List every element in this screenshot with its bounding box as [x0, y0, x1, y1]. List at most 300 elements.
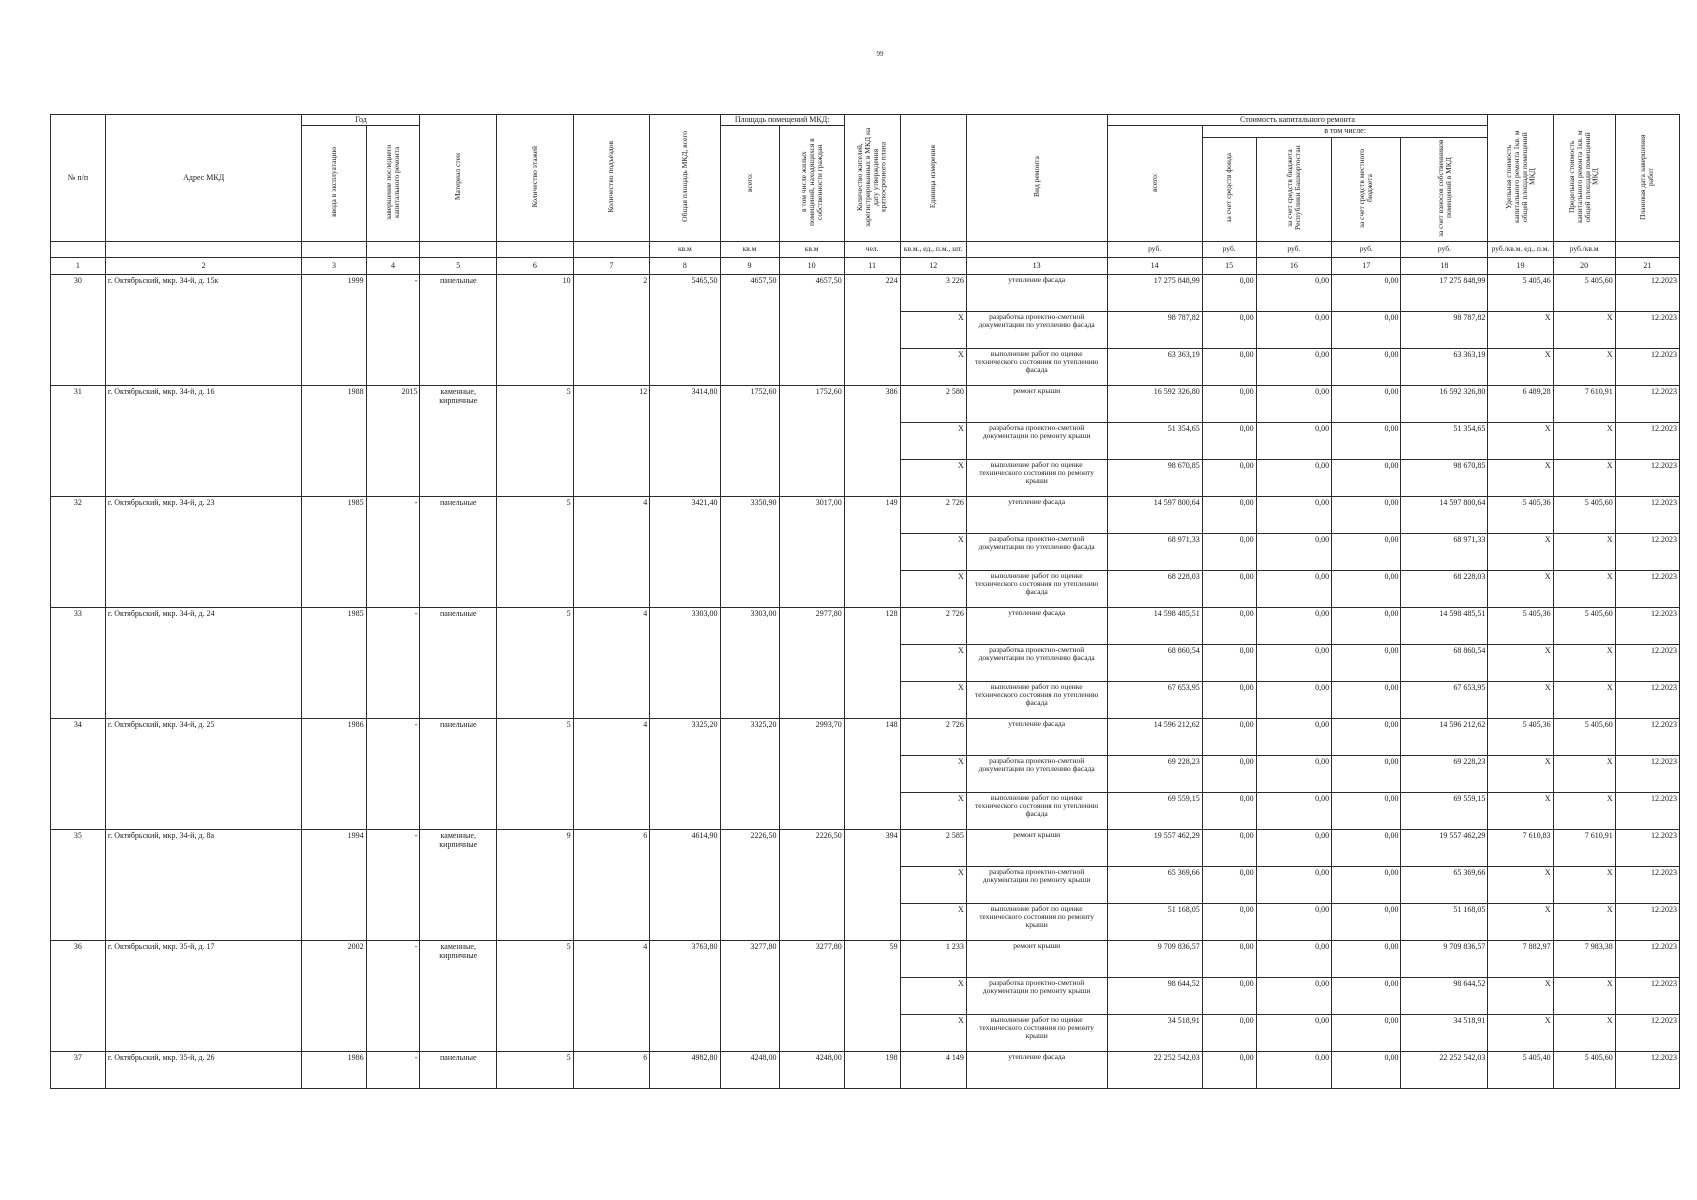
- cost-owners: 67 653,95: [1401, 681, 1488, 718]
- planned-date: 12.2023: [1615, 570, 1679, 607]
- cost-fund: 0,00: [1202, 718, 1256, 755]
- max-cost: X: [1553, 644, 1615, 681]
- unit-cost: X: [1488, 977, 1553, 1014]
- unit-cost: 5 405,36: [1488, 718, 1553, 755]
- total-area: 4614,90: [650, 829, 720, 940]
- work-quantity: 4 149: [900, 1051, 966, 1088]
- header-cost-owners: за счет взносов собственников помещений в МКД: [1401, 137, 1488, 241]
- planned-date: 12.2023: [1615, 792, 1679, 829]
- cost-local: 0,00: [1332, 977, 1401, 1014]
- entrances: 4: [573, 718, 650, 829]
- total-area: 5465,50: [650, 274, 720, 385]
- work-quantity: 3 226: [900, 274, 966, 311]
- table-row: [51, 607, 1680, 644]
- cost-total: 16 592 326,80: [1107, 385, 1202, 422]
- cost-local: 0,00: [1332, 755, 1401, 792]
- unit-cost: X: [1488, 792, 1553, 829]
- work-quantity: 2 726: [900, 607, 966, 644]
- building-address: г. Октябрьский, мкр. 34-й, д. 15к: [105, 274, 302, 385]
- unit-cost: X: [1488, 311, 1553, 348]
- table-row: [51, 496, 1680, 533]
- unit-cost: X: [1488, 644, 1553, 681]
- area-all: 4657,50: [720, 274, 779, 385]
- work-quantity: X: [900, 311, 966, 348]
- cost-local: 0,00: [1332, 274, 1401, 311]
- floors: 5: [497, 1051, 574, 1088]
- cost-local: 0,00: [1332, 533, 1401, 570]
- cost-republic: 0,00: [1256, 570, 1332, 607]
- column-number: 19: [1488, 257, 1553, 274]
- repair-type: разработка проектно-сметной документации по утеплению фасада: [966, 755, 1107, 792]
- max-cost: X: [1553, 866, 1615, 903]
- unit-rub-total: руб.: [1107, 241, 1202, 257]
- column-number: 16: [1256, 257, 1332, 274]
- header-area-group: Площадь помещений МКД:: [720, 115, 844, 126]
- cost-total: 98 670,85: [1107, 459, 1202, 496]
- cost-owners: 68 228,03: [1401, 570, 1488, 607]
- cost-local: 0,00: [1332, 385, 1401, 422]
- unit-cost: X: [1488, 866, 1553, 903]
- work-quantity: X: [900, 681, 966, 718]
- repair-type: разработка проектно-сметной документации по ремонту крыши: [966, 422, 1107, 459]
- column-number: 11: [844, 257, 900, 274]
- cost-republic: 0,00: [1256, 977, 1332, 1014]
- cost-fund: 0,00: [1202, 644, 1256, 681]
- cost-fund: 0,00: [1202, 533, 1256, 570]
- cost-republic: 0,00: [1256, 866, 1332, 903]
- column-number: 5: [420, 257, 497, 274]
- repair-type: ремонт крыши: [966, 940, 1107, 977]
- year-commission: 1985: [302, 496, 366, 607]
- entrances: 2: [573, 274, 650, 385]
- building-address: г. Октябрьский, мкр. 34-й, д. 25: [105, 718, 302, 829]
- planned-date: 12.2023: [1615, 496, 1679, 533]
- table-row: [51, 1051, 1680, 1088]
- cost-owners: 68 860,54: [1401, 644, 1488, 681]
- cost-local: 0,00: [1332, 681, 1401, 718]
- planned-date: 12.2023: [1615, 866, 1679, 903]
- max-cost: 7 983,38: [1553, 940, 1615, 977]
- entrances: 6: [573, 1051, 650, 1088]
- cost-local: 0,00: [1332, 422, 1401, 459]
- area-residential: 3277,80: [779, 940, 844, 1051]
- building-num: 33: [51, 607, 106, 718]
- column-number: 8: [650, 257, 720, 274]
- unit-cell: [1615, 241, 1679, 257]
- header-max-cost: Предельная стоимость капитального ремонта 1кв. м общей площади помещений МКД: [1553, 115, 1615, 242]
- area-all: 4248,00: [720, 1051, 779, 1088]
- cost-owners: 19 557 462,29: [1401, 829, 1488, 866]
- planned-date: 12.2023: [1615, 1014, 1679, 1051]
- unit-rub-local: руб.: [1332, 241, 1401, 257]
- work-quantity: 2 585: [900, 829, 966, 866]
- cost-total: 98 787,82: [1107, 311, 1202, 348]
- work-quantity: X: [900, 792, 966, 829]
- cost-republic: 0,00: [1256, 459, 1332, 496]
- cost-republic: 0,00: [1256, 1014, 1332, 1051]
- planned-date: 12.2023: [1615, 1051, 1679, 1088]
- column-number: 10: [779, 257, 844, 274]
- table-row: [51, 385, 1680, 422]
- max-cost: X: [1553, 681, 1615, 718]
- repair-type: выполнение работ по оценке технического состояния по утеплению фасада: [966, 570, 1107, 607]
- cost-local: 0,00: [1332, 792, 1401, 829]
- unit-cost: 7 610,83: [1488, 829, 1553, 866]
- repair-type: выполнение работ по оценке технического состояния по ремонту крыши: [966, 1014, 1107, 1051]
- work-quantity: X: [900, 1014, 966, 1051]
- work-quantity: X: [900, 348, 966, 385]
- building-address: г. Октябрьский, мкр. 34-й, д. 23: [105, 496, 302, 607]
- planned-date: 12.2023: [1615, 977, 1679, 1014]
- area-all: 3325,20: [720, 718, 779, 829]
- wall-material: панельные: [420, 496, 497, 607]
- cost-fund: 0,00: [1202, 940, 1256, 977]
- header-cost-local: за счет средств местного бюджета: [1332, 137, 1401, 241]
- work-quantity: 2 726: [900, 496, 966, 533]
- work-quantity: 1 233: [900, 940, 966, 977]
- residents: 148: [844, 718, 900, 829]
- cost-local: 0,00: [1332, 940, 1401, 977]
- repair-type: выполнение работ по оценке технического состояния по утеплению фасада: [966, 681, 1107, 718]
- area-residential: 4248,00: [779, 1051, 844, 1088]
- repair-type: разработка проектно-сметной документации по утеплению фасада: [966, 533, 1107, 570]
- header-year-group: Год: [302, 115, 420, 126]
- planned-date: 12.2023: [1615, 459, 1679, 496]
- residents: 59: [844, 940, 900, 1051]
- header-year-commission: ввода в эксплуатацию: [302, 126, 366, 241]
- building-address: г. Октябрьский, мкр. 34-й, д. 16: [105, 385, 302, 496]
- repair-type: разработка проектно-сметной документации по ремонту крыши: [966, 977, 1107, 1014]
- repair-type: разработка проектно-сметной документации по утеплению фасада: [966, 644, 1107, 681]
- building-num: 36: [51, 940, 106, 1051]
- repair-type: выполнение работ по оценке технического состояния по ремонту крыши: [966, 459, 1107, 496]
- unit-cell: [51, 241, 106, 257]
- cost-local: 0,00: [1332, 1014, 1401, 1051]
- cost-owners: 51 168,05: [1401, 903, 1488, 940]
- unit-cost: 5 405,40: [1488, 1051, 1553, 1088]
- building-num: 35: [51, 829, 106, 940]
- unit-cost: X: [1488, 570, 1553, 607]
- planned-date: 12.2023: [1615, 348, 1679, 385]
- cost-owners: 98 670,85: [1401, 459, 1488, 496]
- work-quantity: X: [900, 866, 966, 903]
- cost-owners: 16 592 326,80: [1401, 385, 1488, 422]
- table-row: [51, 829, 1680, 866]
- year-last-repair: -: [366, 829, 420, 940]
- cost-local: 0,00: [1332, 570, 1401, 607]
- repair-type: выполнение работ по оценке технического состояния по утеплению фасада: [966, 792, 1107, 829]
- wall-material: каменные, кирпичные: [420, 829, 497, 940]
- area-all: 3350,90: [720, 496, 779, 607]
- cost-total: 69 228,23: [1107, 755, 1202, 792]
- header-num: № п/п: [51, 115, 106, 242]
- cost-local: 0,00: [1332, 311, 1401, 348]
- cost-owners: 69 559,15: [1401, 792, 1488, 829]
- header-cost-incl: в том числе:: [1202, 126, 1488, 137]
- planned-date: 12.2023: [1615, 755, 1679, 792]
- column-number: 6: [497, 257, 574, 274]
- column-number: 13: [966, 257, 1107, 274]
- header-wall-material: Материал стен: [420, 115, 497, 242]
- cost-fund: 0,00: [1202, 977, 1256, 1014]
- cost-owners: 63 363,19: [1401, 348, 1488, 385]
- area-all: 3277,80: [720, 940, 779, 1051]
- planned-date: 12.2023: [1615, 940, 1679, 977]
- max-cost: 5 405,60: [1553, 496, 1615, 533]
- year-last-repair: -: [366, 1051, 420, 1088]
- cost-total: 34 518,91: [1107, 1014, 1202, 1051]
- header-area-total: всего:: [720, 126, 779, 241]
- unit-cell: [966, 241, 1107, 257]
- column-number: 21: [1615, 257, 1679, 274]
- total-area: 3763,80: [650, 940, 720, 1051]
- wall-material: панельные: [420, 1051, 497, 1088]
- column-numbers-row: [51, 257, 1680, 274]
- work-quantity: X: [900, 533, 966, 570]
- area-all: 2226,50: [720, 829, 779, 940]
- column-number: 14: [1107, 257, 1202, 274]
- cost-total: 14 598 485,51: [1107, 607, 1202, 644]
- wall-material: панельные: [420, 718, 497, 829]
- area-all: 1752,60: [720, 385, 779, 496]
- unit-measure: кв.м., ед., п.м., шт.: [900, 241, 966, 257]
- cost-fund: 0,00: [1202, 274, 1256, 311]
- work-quantity: X: [900, 422, 966, 459]
- area-all: 3303,00: [720, 607, 779, 718]
- cost-total: 17 275 848,99: [1107, 274, 1202, 311]
- unit-rub-owners: руб.: [1401, 241, 1488, 257]
- cost-owners: 65 369,66: [1401, 866, 1488, 903]
- cost-owners: 14 596 212,62: [1401, 718, 1488, 755]
- cost-fund: 0,00: [1202, 348, 1256, 385]
- cost-owners: 34 518,91: [1401, 1014, 1488, 1051]
- residents: 149: [844, 496, 900, 607]
- header-year-last-repair: завершение последнего капитального ремонта: [366, 126, 420, 241]
- cost-republic: 0,00: [1256, 755, 1332, 792]
- unit-cell: [497, 241, 574, 257]
- max-cost: X: [1553, 422, 1615, 459]
- unit-cost: X: [1488, 422, 1553, 459]
- max-cost: 5 405,60: [1553, 274, 1615, 311]
- cost-owners: 98 644,52: [1401, 977, 1488, 1014]
- header-unit-measure: Единица измерения: [900, 115, 966, 242]
- max-cost: 7 610,91: [1553, 829, 1615, 866]
- entrances: 4: [573, 496, 650, 607]
- total-area: 3414,80: [650, 385, 720, 496]
- cost-republic: 0,00: [1256, 422, 1332, 459]
- column-number: 2: [105, 257, 302, 274]
- cost-republic: 0,00: [1256, 644, 1332, 681]
- residents: 386: [844, 385, 900, 496]
- cost-local: 0,00: [1332, 496, 1401, 533]
- header-cost-fund: за счет средств фонда: [1202, 137, 1256, 241]
- max-cost: X: [1553, 1014, 1615, 1051]
- total-area: 3421,40: [650, 496, 720, 607]
- cost-local: 0,00: [1332, 903, 1401, 940]
- cost-fund: 0,00: [1202, 903, 1256, 940]
- header-repair-type: Вид ремонта: [966, 115, 1107, 242]
- planned-date: 12.2023: [1615, 607, 1679, 644]
- work-quantity: X: [900, 755, 966, 792]
- header-address: Адрес МКД: [105, 115, 302, 242]
- residents: 394: [844, 829, 900, 940]
- max-cost: X: [1553, 903, 1615, 940]
- year-commission: 1988: [302, 385, 366, 496]
- floors: 5: [497, 385, 574, 496]
- floors: 9: [497, 829, 574, 940]
- year-last-repair: -: [366, 607, 420, 718]
- area-residential: 2993,70: [779, 718, 844, 829]
- table-row: [51, 718, 1680, 755]
- planned-date: 12.2023: [1615, 903, 1679, 940]
- repair-plan-table-container: [50, 114, 1680, 1089]
- max-cost: 7 610,91: [1553, 385, 1615, 422]
- cost-fund: 0,00: [1202, 755, 1256, 792]
- header-area-residential: в том числе жилых помещений, находящихся в собственности граждан: [779, 126, 844, 241]
- cost-total: 51 354,65: [1107, 422, 1202, 459]
- table-row: [51, 940, 1680, 977]
- building-num: 31: [51, 385, 106, 496]
- repair-type: утепление фасада: [966, 607, 1107, 644]
- cost-fund: 0,00: [1202, 459, 1256, 496]
- max-cost: X: [1553, 311, 1615, 348]
- cost-fund: 0,00: [1202, 311, 1256, 348]
- column-number: 15: [1202, 257, 1256, 274]
- cost-republic: 0,00: [1256, 496, 1332, 533]
- year-commission: 1999: [302, 274, 366, 385]
- column-number: 7: [573, 257, 650, 274]
- repair-type: утепление фасада: [966, 718, 1107, 755]
- building-num: 34: [51, 718, 106, 829]
- planned-date: 12.2023: [1615, 385, 1679, 422]
- residents: 128: [844, 607, 900, 718]
- header-entrances: Количество подъездов: [573, 115, 650, 242]
- cost-fund: 0,00: [1202, 422, 1256, 459]
- total-area: 3303,00: [650, 607, 720, 718]
- max-cost: 5 405,60: [1553, 607, 1615, 644]
- column-number: 12: [900, 257, 966, 274]
- cost-republic: 0,00: [1256, 829, 1332, 866]
- area-residential: 2977,80: [779, 607, 844, 718]
- wall-material: панельные: [420, 274, 497, 385]
- cost-owners: 68 971,33: [1401, 533, 1488, 570]
- repair-type: утепление фасада: [966, 496, 1107, 533]
- cost-owners: 9 709 836,57: [1401, 940, 1488, 977]
- header-total-area: Общая площадь МКД, всего: [650, 115, 720, 242]
- residents: 198: [844, 1051, 900, 1088]
- cost-owners: 22 252 542,03: [1401, 1051, 1488, 1088]
- max-cost: X: [1553, 792, 1615, 829]
- cost-local: 0,00: [1332, 1051, 1401, 1088]
- max-cost: 5 405,60: [1553, 1051, 1615, 1088]
- cost-total: 68 228,03: [1107, 570, 1202, 607]
- header-cost-group: Стоимость капитального ремонта: [1107, 115, 1488, 126]
- cost-republic: 0,00: [1256, 1051, 1332, 1088]
- max-cost: X: [1553, 755, 1615, 792]
- unit-area-res: кв.м: [779, 241, 844, 257]
- cost-republic: 0,00: [1256, 311, 1332, 348]
- unit-rub-republic: руб.: [1256, 241, 1332, 257]
- unit-area-total: кв.м: [650, 241, 720, 257]
- cost-local: 0,00: [1332, 718, 1401, 755]
- work-quantity: X: [900, 903, 966, 940]
- work-quantity: 2 726: [900, 718, 966, 755]
- work-quantity: X: [900, 459, 966, 496]
- unit-cost: 5 405,46: [1488, 274, 1553, 311]
- cost-total: 68 860,54: [1107, 644, 1202, 681]
- unit-unit-cost: руб./кв.м. ед., п.м.: [1488, 241, 1553, 257]
- unit-cost: 5 405,36: [1488, 496, 1553, 533]
- cost-local: 0,00: [1332, 866, 1401, 903]
- year-last-repair: -: [366, 718, 420, 829]
- column-number: 18: [1401, 257, 1488, 274]
- unit-cost: 7 882,97: [1488, 940, 1553, 977]
- cost-fund: 0,00: [1202, 1014, 1256, 1051]
- repair-type: ремонт крыши: [966, 829, 1107, 866]
- cost-total: 98 644,52: [1107, 977, 1202, 1014]
- cost-owners: 14 597 800,64: [1401, 496, 1488, 533]
- building-address: г. Октябрьский, мкр. 34-й, д. 8а: [105, 829, 302, 940]
- header-residents: Количество жителей, зарегистрированных в МКД на дату утверждения краткосрочного плана: [844, 115, 900, 242]
- cost-total: 22 252 542,03: [1107, 1051, 1202, 1088]
- header-floors: Количество этажей: [497, 115, 574, 242]
- wall-material: каменные, кирпичные: [420, 940, 497, 1051]
- planned-date: 12.2023: [1615, 422, 1679, 459]
- entrances: 6: [573, 829, 650, 940]
- building-num: 37: [51, 1051, 106, 1088]
- cost-total: 19 557 462,29: [1107, 829, 1202, 866]
- building-address: г. Октябрьский, мкр. 34-й, д. 24: [105, 607, 302, 718]
- unit-cell: [366, 241, 420, 257]
- unit-area-all: кв.м: [720, 241, 779, 257]
- building-num: 30: [51, 274, 106, 385]
- unit-cost: X: [1488, 903, 1553, 940]
- max-cost: 5 405,60: [1553, 718, 1615, 755]
- cost-republic: 0,00: [1256, 385, 1332, 422]
- cost-republic: 0,00: [1256, 348, 1332, 385]
- area-residential: 2226,50: [779, 829, 844, 940]
- header-cost-total: всего:: [1107, 126, 1202, 241]
- building-address: г. Октябрьский, мкр. 35-й, д. 17: [105, 940, 302, 1051]
- cost-republic: 0,00: [1256, 718, 1332, 755]
- entrances: 12: [573, 385, 650, 496]
- area-residential: 4657,50: [779, 274, 844, 385]
- cost-republic: 0,00: [1256, 533, 1332, 570]
- work-quantity: X: [900, 977, 966, 1014]
- unit-cost: X: [1488, 1014, 1553, 1051]
- cost-republic: 0,00: [1256, 903, 1332, 940]
- total-area: 3325,20: [650, 718, 720, 829]
- page-number: 99: [876, 50, 884, 58]
- repair-type: утепление фасада: [966, 274, 1107, 311]
- floors: 5: [497, 940, 574, 1051]
- header-planned-date: Плановая дата завершения работ: [1615, 115, 1679, 242]
- cost-owners: 51 354,65: [1401, 422, 1488, 459]
- column-number: 4: [366, 257, 420, 274]
- max-cost: X: [1553, 570, 1615, 607]
- wall-material: панельные: [420, 607, 497, 718]
- area-residential: 3017,00: [779, 496, 844, 607]
- cost-republic: 0,00: [1256, 274, 1332, 311]
- unit-people: чел.: [844, 241, 900, 257]
- max-cost: X: [1553, 348, 1615, 385]
- repair-plan-table: [50, 114, 1680, 1089]
- planned-date: 12.2023: [1615, 718, 1679, 755]
- unit-cost: 6 489,28: [1488, 385, 1553, 422]
- unit-cost: 5 405,36: [1488, 607, 1553, 644]
- planned-date: 12.2023: [1615, 644, 1679, 681]
- cost-fund: 0,00: [1202, 496, 1256, 533]
